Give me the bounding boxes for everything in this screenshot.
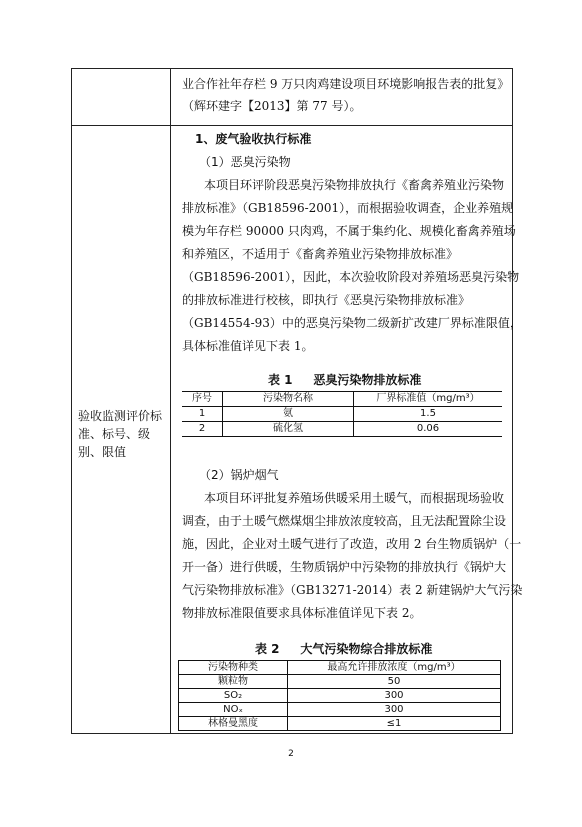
paragraph-boiler-line: 开一备）进行供暖，生物质锅炉中污染物的排放执行《锅炉大 [182, 560, 507, 574]
section-title: 1、废气验收执行标准 [195, 132, 312, 146]
paragraph-odor-line: 和养殖区，不适用于《畜禽养殖业污染物排放标准》 [182, 247, 459, 261]
table1-header: 序号 [182, 392, 223, 407]
table2-cell: ≤1 [288, 717, 501, 731]
table-row [182, 422, 502, 437]
paragraph-odor-line: 本项目环评阶段恶臭污染物排放执行《畜禽养殖业污染物 [204, 178, 505, 192]
table-row [179, 703, 501, 717]
row-label: 验收监测评价标准、标号、级别、限值 [78, 409, 163, 459]
paragraph-boiler-line: 本项目环评批复养殖场供暖采用土暖气，而根据现场验收 [204, 491, 505, 505]
table2-cell: NOₓ [179, 703, 288, 717]
page-number: 2 [288, 749, 294, 759]
table1-cell: 氨 [223, 407, 354, 422]
top-paragraph-line-2: （辉环建字【2013】第 77 号）。 [182, 99, 362, 113]
paragraph-odor-line: 排放标准》（GB18596-2001），而根据验收调查，企业养殖规 [182, 201, 514, 215]
top-paragraph-line-1: 业合作社年存栏 9 万只肉鸡建设项目环境影响报告表的批复》 [182, 77, 510, 91]
table2-cell: 50 [288, 675, 501, 689]
paragraph-boiler-line: 气污染物排放标准》（GB13271-2014）表 2 新建锅炉大气污染 [182, 583, 523, 597]
table-row [182, 407, 502, 422]
table2-cell: 300 [288, 703, 501, 717]
paragraph-odor-line: 模为年存栏 90000 只肉鸡，不属于集约化、规模化畜禽养殖场 [182, 224, 516, 238]
subsection-title-odor: （1）恶臭污染物 [199, 155, 291, 169]
paragraph-boiler-line: 物排放标准限值要求具体标准值详见下表 2。 [182, 606, 422, 620]
table1-cell: 硫化氢 [223, 422, 354, 437]
table-row [179, 689, 501, 703]
table1-header: 污染物名称 [223, 392, 354, 407]
odor-standard-table [182, 391, 502, 437]
table1-cell: 2 [182, 422, 223, 437]
table2-header: 最高允许排放浓度（mg/m³） [288, 661, 501, 675]
table1-header: 厂界标准值（mg/m³） [354, 392, 503, 407]
column-divider [170, 68, 171, 734]
table2-cell: 林格曼黑度 [179, 717, 288, 731]
table-row [179, 717, 501, 731]
table2-cell: 300 [288, 689, 501, 703]
table2-header: 污染物种类 [179, 661, 288, 675]
paragraph-odor-line: （GB18596-2001），因此，本次验收阶段对养殖场恶臭污染物 [182, 270, 520, 284]
subsection-title-boiler: （2）锅炉烟气 [199, 468, 279, 482]
paragraph-odor-line: （GB14554-93）中的恶臭污染物二级新扩改建厂界标准限值， [182, 316, 522, 330]
row-divider [71, 125, 513, 126]
table1-cell: 0.06 [354, 422, 503, 437]
paragraph-odor-line: 具体标准值详见下表 1。 [182, 339, 314, 353]
paragraph-boiler-line: 施，因此，企业对土暖气进行了改造，改用 2 台生物质锅炉（一 [182, 537, 522, 551]
table-row [179, 675, 501, 689]
table1-title: 表 1 恶臭污染物排放标准 [268, 373, 422, 387]
table2-title: 表 2 大气污染物综合排放标准 [255, 642, 433, 656]
paragraph-boiler-line: 调查，由于土暖气燃煤烟尘排放浓度较高，且无法配置除尘设 [182, 514, 507, 528]
air-pollutant-standard-table [178, 660, 501, 731]
table2-cell: 颗粒物 [179, 675, 288, 689]
paragraph-odor-line: 的排放标准进行校核，即执行《恶臭污染物排放标准》 [182, 293, 471, 307]
table1-cell: 1.5 [354, 407, 503, 422]
table2-cell: SO₂ [179, 689, 288, 703]
table1-cell: 1 [182, 407, 223, 422]
